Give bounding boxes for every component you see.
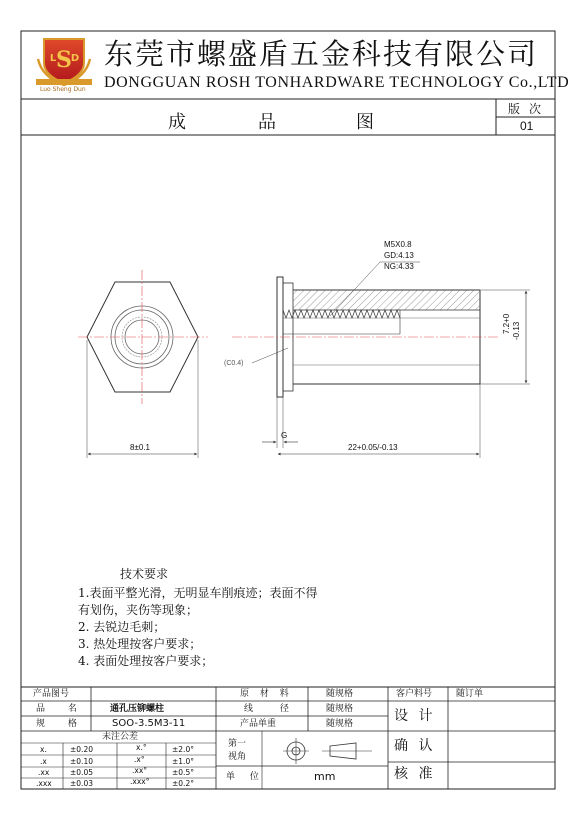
tol-lin: ±0.10 bbox=[70, 757, 93, 766]
first-angle-projection-symbol bbox=[283, 738, 372, 764]
tol-ang-dec: .xx° bbox=[132, 766, 148, 775]
tol-ang-dec: x.° bbox=[136, 743, 147, 752]
customer-no-value: 随订单 bbox=[456, 689, 484, 699]
tol-lin: ±0.03 bbox=[70, 779, 93, 788]
spec-label: 规 格 bbox=[36, 719, 87, 729]
wire-label: 线 径 bbox=[244, 704, 301, 714]
tolerance-title: 未注公差 bbox=[102, 732, 139, 742]
svg-text:L: L bbox=[49, 53, 57, 64]
side-section-view bbox=[232, 262, 530, 458]
hex-dimension: 8±0.1 bbox=[130, 443, 150, 452]
company-name-english: DONGGUAN ROSH TONHARDWARE TECHNOLOGY Co.,LTD bbox=[104, 74, 570, 91]
unit-label: 单 位 bbox=[226, 772, 265, 782]
revision-value: 01 bbox=[520, 119, 534, 133]
thread-spec-line-1: M5X0.8 bbox=[384, 240, 412, 249]
approve-label: 核 准 bbox=[394, 766, 436, 782]
note-line: 4. 表面处理按客户要求； bbox=[78, 654, 214, 668]
weight-value: 随规格 bbox=[326, 719, 354, 729]
tol-dec: .xxx bbox=[36, 779, 52, 788]
tol-dec: x. bbox=[40, 745, 47, 754]
material-value: 随规格 bbox=[326, 689, 354, 699]
thread-spec-line-2: GD:4.13 bbox=[384, 251, 414, 260]
name-value: 通孔压铆螺柱 bbox=[110, 704, 165, 714]
notes-title: 技术要求 bbox=[120, 567, 169, 581]
design-label: 设 计 bbox=[394, 708, 436, 724]
title-char-1: 成 bbox=[168, 112, 186, 133]
customer-no-label: 客户料号 bbox=[396, 689, 433, 699]
tol-ang-dec: .xxx° bbox=[130, 777, 150, 786]
diameter-dimension-top: 7.2+0 bbox=[502, 313, 511, 334]
note-line: 有划伤，夹伤等现象； bbox=[78, 603, 199, 617]
company-name-chinese: 东莞市螺盛盾五金科技有限公司 bbox=[104, 37, 539, 71]
tol-lin: ±0.05 bbox=[70, 768, 93, 777]
product-no-label: 产品图号 bbox=[33, 689, 70, 699]
tol-ang: ±0.5° bbox=[172, 768, 194, 777]
tol-ang: ±0.2° bbox=[172, 779, 194, 788]
confirm-label: 确 认 bbox=[394, 738, 436, 754]
tol-ang: ±1.0° bbox=[172, 757, 194, 766]
title-char-3: 图 bbox=[356, 112, 374, 133]
technical-requirements bbox=[78, 566, 317, 670]
svg-text:S: S bbox=[56, 47, 72, 73]
title-char-2: 品 bbox=[258, 112, 276, 133]
diameter-dimension-bottom: -0.13 bbox=[512, 321, 521, 340]
unit-value: mm bbox=[314, 770, 336, 783]
tol-ang-dec: .x° bbox=[134, 755, 145, 764]
tol-dec: .xx bbox=[38, 768, 50, 777]
hex-front-view bbox=[78, 270, 208, 458]
chamfer-label: (C0.4) bbox=[224, 360, 244, 367]
note-line: 2. 去锐边毛刺； bbox=[78, 620, 166, 634]
note-line: 3. 热处理按客户要求； bbox=[78, 637, 202, 651]
logo-caption: Luo Sheng Dun bbox=[40, 86, 86, 93]
thread-spec-line-3: NG:4.33 bbox=[384, 262, 414, 271]
revision-label: 版次 bbox=[508, 102, 551, 116]
note-line: 1.表面平整光滑，无明显车削痕迹；表面不得 bbox=[78, 586, 318, 600]
weight-label: 产品单重 bbox=[240, 719, 277, 729]
g-label: G bbox=[281, 431, 288, 440]
material-label: 原 材 料 bbox=[240, 689, 293, 699]
svg-text:D: D bbox=[70, 53, 80, 64]
wire-value: 随规格 bbox=[326, 704, 354, 714]
view-label: 第一视角 bbox=[228, 739, 247, 762]
tol-lin: ±0.20 bbox=[70, 745, 93, 754]
tol-ang: ±2.0° bbox=[172, 745, 194, 754]
tol-dec: .x bbox=[40, 757, 47, 766]
spec-value: SOO-3.5M3-11 bbox=[112, 718, 186, 729]
name-label: 品 名 bbox=[36, 704, 87, 714]
length-dimension: 22+0.05/-0.13 bbox=[348, 443, 398, 452]
